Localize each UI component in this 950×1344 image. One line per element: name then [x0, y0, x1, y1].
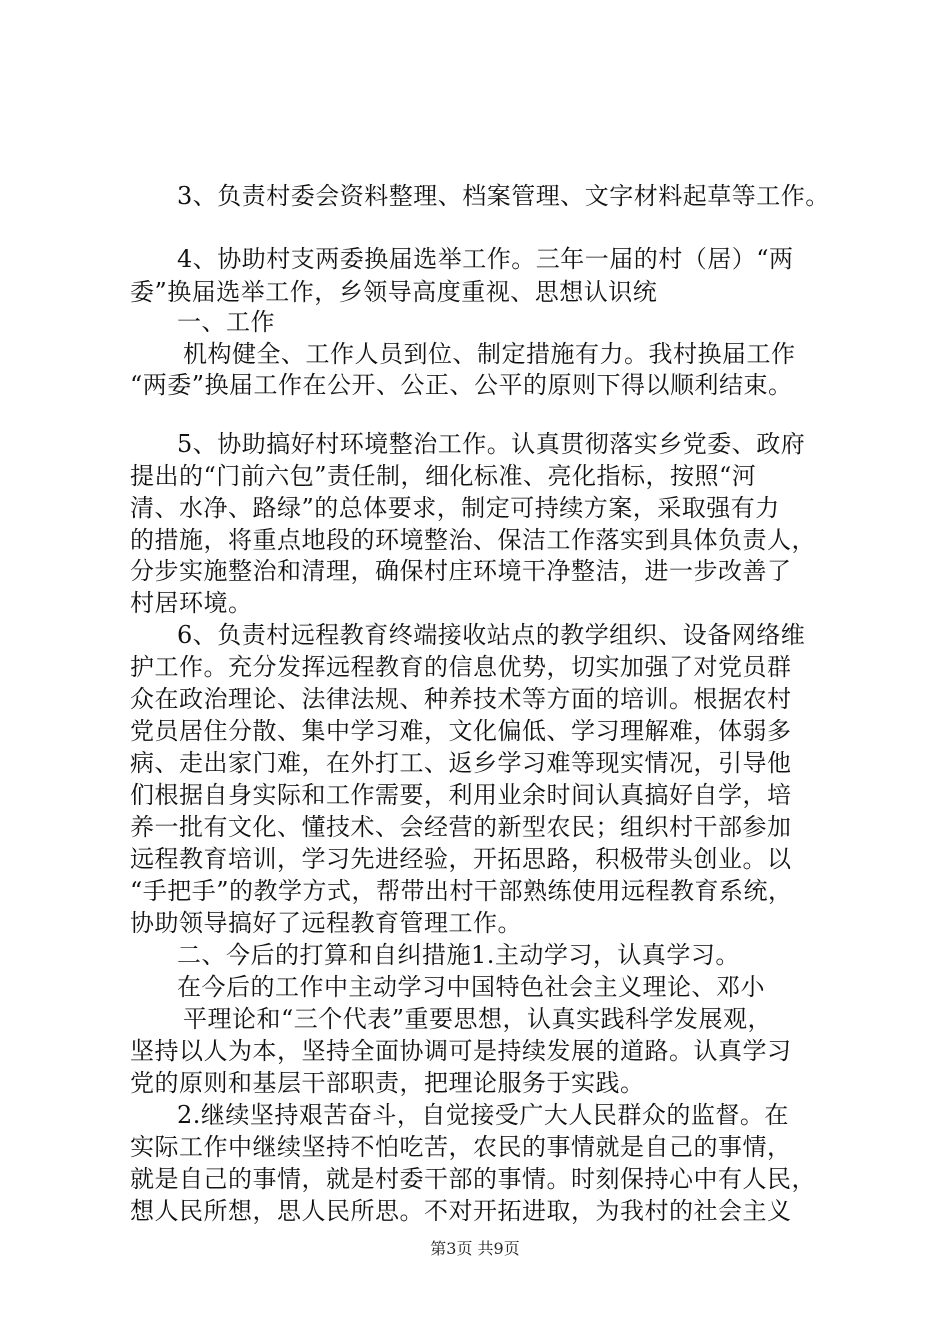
text-line: 就是自己的事情，就是村委干部的事情。时刻保持心中有人民，: [130, 1165, 816, 1193]
text-line: 的措施，将重点地段的环境整治、保洁工作落实到具体负责人，: [130, 526, 816, 554]
text-line: 2.继续坚持艰苦奋斗，自觉接受广大人民群众的监督。在: [177, 1101, 789, 1129]
text-line: 养一批有文化、懂技术、会经营的新型农民；组织村干部参加: [130, 813, 792, 841]
text-line: 病、走出家门难，在外打工、返乡学习难等现实情况，引导他: [130, 749, 792, 777]
text-line: 协助领导搞好了远程教育管理工作。: [130, 909, 522, 937]
text-line: 坚持以人为本，坚持全面协调可是持续发展的道路。认真学习: [130, 1037, 792, 1065]
text-line: 委”换届选举工作，乡领导高度重视、思想认识统: [130, 278, 658, 306]
text-line: 远程教育培训，学习先进经验，开拓思路，积极带头创业。以: [130, 845, 792, 873]
text-line: 党的原则和基层干部职责，把理论服务于实践。: [130, 1069, 645, 1097]
text-line: 们根据自身实际和工作需要，利用业余时间认真搞好自学，培: [130, 781, 792, 809]
text-line: 提出的“门前六包”责任制，细化标准、亮化指标，按照“河: [130, 462, 757, 490]
text-line: 二、今后的打算和自纠措施1.主动学习，认真学习。: [177, 941, 740, 969]
text-line: “手把手”的教学方式，帮带出村干部熟练使用远程教育系统，: [130, 877, 793, 905]
page-footer: 第3页 共9页: [430, 1239, 520, 1258]
text-line: 护工作。充分发挥远程教育的信息优势，切实加强了对党员群: [130, 653, 792, 681]
text-line: 4、协助村支两委换届选举工作。三年一届的村（居）“两: [177, 245, 794, 273]
text-line: 分步实施整治和清理，确保村庄环境干净整洁，进一步改善了: [130, 557, 792, 585]
text-line: 清、水净、路绿”的总体要求，制定可持续方案，采取强有力: [130, 494, 780, 522]
text-line: “两委”换届工作在公开、公正、公平的原则下得以顺利结束。: [130, 371, 793, 399]
text-line: 5、协助搞好村环境整治工作。认真贯彻落实乡党委、政府: [177, 430, 806, 458]
text-line: 机构健全、工作人员到位、制定措施有力。我村换届工作: [183, 340, 796, 368]
text-line: 众在政治理论、法律法规、种养技术等方面的培训。根据农村: [130, 685, 792, 713]
text-line: 村居环境。: [130, 589, 253, 617]
text-line: 实际工作中继续坚持不怕吃苦，农民的事情就是自己的事情，: [130, 1133, 792, 1161]
text-line: 党员居住分散、集中学习难，文化偏低、学习理解难，体弱多: [130, 717, 792, 745]
text-line: 想人民所想，思人民所思。不对开拓进取，为我村的社会主义: [130, 1197, 792, 1225]
text-line: 一、工作: [177, 308, 275, 336]
text-line: 3、负责村委会资料整理、档案管理、文字材料起草等工作。: [177, 182, 830, 210]
text-line: 6、负责村远程教育终端接收站点的教学组织、设备网络维: [177, 621, 806, 649]
text-line: 平理论和“三个代表”重要思想，认真实践科学发展观，: [183, 1005, 773, 1033]
text-line: 在今后的工作中主动学习中国特色社会主义理论、邓小: [177, 973, 765, 1001]
